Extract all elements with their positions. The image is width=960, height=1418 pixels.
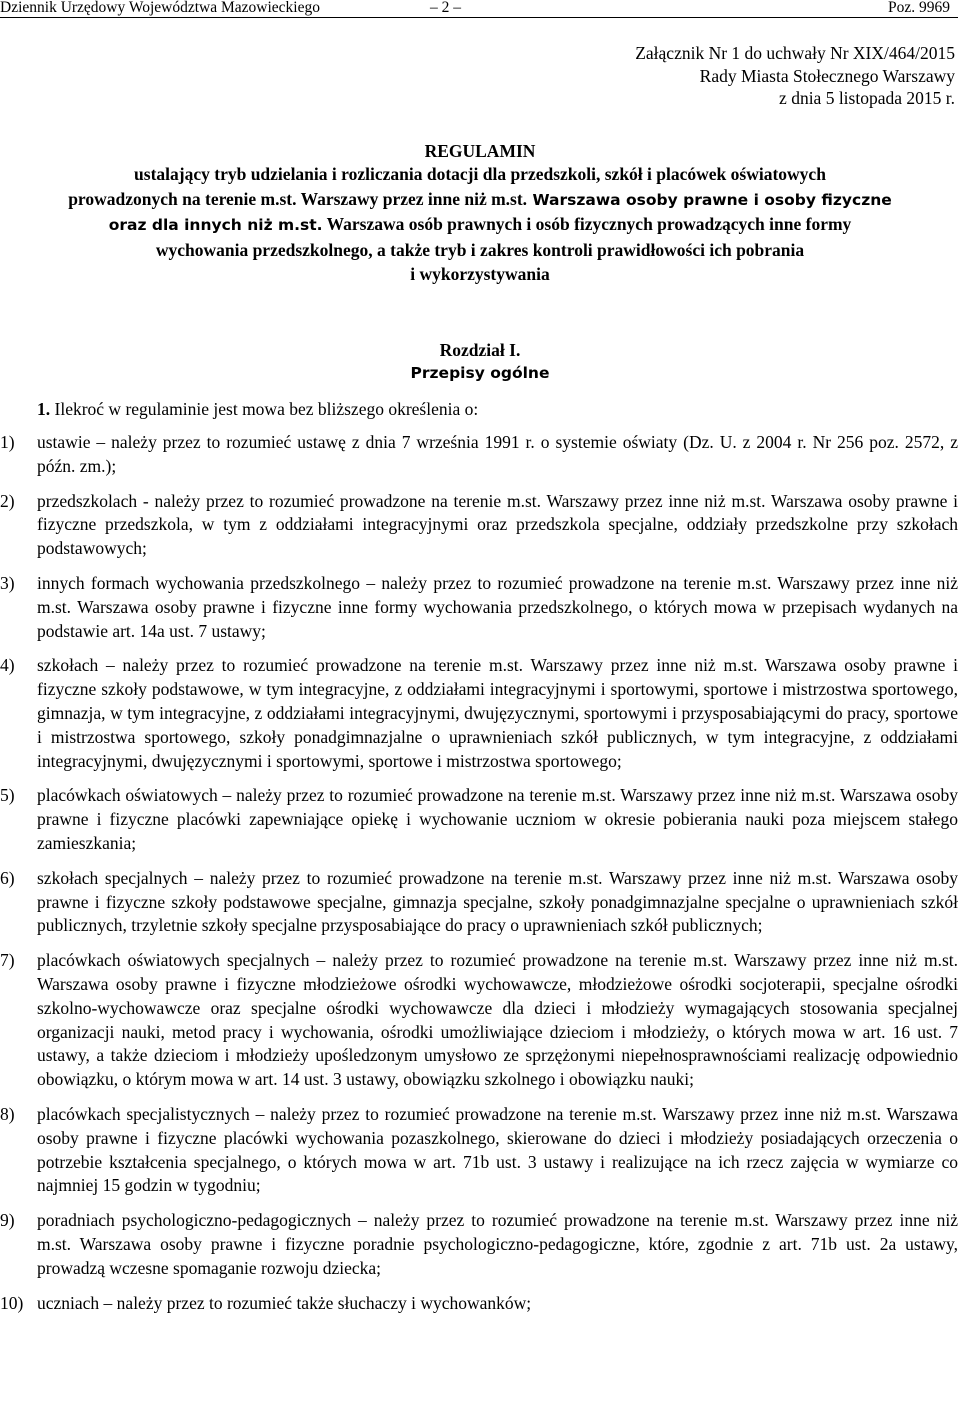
- paragraph-number: 1.: [37, 399, 51, 419]
- title-line: wychowania przedszkolnego, a także tryb i zakres kontroli prawidłowości ich pobrania: [155, 239, 805, 260]
- definition-number: 6): [0, 867, 15, 888]
- page-number: – 2 –: [430, 0, 461, 16]
- definition-text: szkołach specjalnych – należy przez to rozumieć prowadzone na terenie m.st. Warszawy przez inne niż m.st. Warszawa osoby prawne i fizyczne szkoły podstawowe specjalne, gimnazja specjalne, szkoły ponadgimnazjalne specjalne o uprawnieniach szkół publicznych, trzyletnie szkoły specjalne przysposabiające do pracy o uprawnieniach szkół publicznych;: [37, 867, 958, 936]
- document-title: [0, 140, 960, 287]
- definition-text: placówkach specjalistycznych – należy przez to rozumieć prowadzone na terenie m.st. Warszawy przez inne niż m.st. Warszawa osoby prawne i fizyczne placówki wychowania pozaszkolnego, skierowane do dzieci i młodzieży posiadających orzeczenia o potrzebie kształcenia specjalnego, o których mowa w art. 71b ust. 3 ustawy i realizujące na ich rzecz zajęcia w wymiarze co najmniej 15 godzin w tygodniu;: [37, 1103, 958, 1196]
- definition-item: [0, 1103, 960, 1198]
- attachment-line: Rady Miasta Stołecznego Warszawy: [699, 65, 955, 86]
- definition-item: [0, 867, 960, 938]
- definition-number: 1): [0, 432, 15, 452]
- page-header: [0, 0, 958, 18]
- definition-item: [0, 1292, 960, 1316]
- definition-number: 2): [0, 490, 15, 511]
- definition-item: [0, 431, 960, 479]
- journal-name: Dziennik Urzędowy Województwa Mazowieckiego: [0, 0, 320, 16]
- attachment-line: Załącznik Nr 1 do uchwały Nr XIX/464/2015: [635, 43, 955, 63]
- definition-number: 3): [0, 572, 15, 593]
- chapter-heading: [0, 339, 960, 384]
- definition-text: szkołach – należy przez to rozumieć prowadzone na terenie m.st. Warszawy przez inne niż m.st. Warszawa osoby prawne i fizyczne szkoły podstawowe, w tym integracyjne, z oddziałami integracyjnymi i sportowymi, sportowe i mistrzostwa sportowego, gimnazja, w tym integracyjne, z oddziałami integracyjnymi, dwujęzycznymi, sportowymi i przysposabiającymi do pracy, sportowe i mistrzostwa sportowego, szkoły ponadgimnazjalne o uprawnieniach szkół publicznych, w tym integracyjne, z oddziałami integracyjnymi, dwujęzycznymi i sportowymi, sportowe i mistrzostwa sportowego;: [37, 655, 958, 771]
- title-heading: REGULAMIN: [424, 141, 536, 161]
- definition-number: 7): [0, 950, 15, 971]
- title-line: ustalający tryb udzielania i rozliczania dotacji dla przedszkoli, szkół i placówek oświatowych: [134, 164, 826, 184]
- attachment-line: z dnia 5 listopada 2015 r.: [779, 88, 955, 108]
- definition-text: uczniach – należy przez to rozumieć także słuchaczy i wychowanków;: [37, 1292, 532, 1313]
- title-line: [0, 187, 960, 213]
- definition-text: ustawie – należy przez to rozumieć ustawę z dnia 7 września 1991 r. o systemie oświaty (Dz. U. z 2004 r. Nr 256 poz. 2572, z późn. zm.);: [37, 432, 958, 476]
- definition-item: [0, 1209, 960, 1280]
- title-fragment: Warszawa osób prawnych i osób fizycznych prowadzących inne formy: [322, 214, 852, 234]
- definition-number: 8): [0, 1103, 15, 1124]
- chapter-name: Przepisy ogólne: [410, 363, 550, 382]
- attachment-note: [635, 42, 955, 110]
- definition-item: [0, 949, 960, 1092]
- definition-text: placówkach oświatowych specjalnych – należy przez to rozumieć prowadzone na terenie m.st. Warszawy przez inne niż m.st. Warszawa osoby prawne i fizyczne młodzieżowe ośrodki wychowawcze, młodzieżowe ośrodki socjoterapii, specjalne ośrodki szkolno-wychowawcze oraz specjalne ośrodki wychowawcze dla dzieci i młodzieży wymagających stosowania specjalnej organizacji nauki, metod pracy i wychowania, ośrodki umożliwiające dzieciom i młodzieży, o których mowa w art. 16 ust. 7 ustawy, a także dzieciom i młodzieży upośledzonym umysłowo ze sprzężonymi niepełnosprawnościami realizację odpowiednio obowiązku, o którym mowa w art. 14 ust. 3 ustawy, obowiązku szkolnego i obowiązku nauki;: [37, 950, 958, 1090]
- definition-item: [0, 572, 960, 643]
- title-fragment: prowadzonych na terenie m.st. Warszawy przez inne niż m.st.: [68, 188, 528, 209]
- definition-text: innych formach wychowania przedszkolnego – należy przez to rozumieć prowadzone na terenie m.st. Warszawy przez inne niż m.st. Warszawa osoby prawne i fizyczne inne formy wychowania przedszkolnego, o których mowa w przepisach wydanych na podstawie art. 14a ust. 7 ustawy;: [37, 572, 958, 641]
- title-fragment: Warszawa osoby prawne i osoby fizyczne: [527, 190, 892, 209]
- definition-item: [0, 784, 960, 855]
- definition-number: 4): [0, 655, 15, 676]
- definition-item: [0, 654, 960, 773]
- paragraph-intro: [37, 398, 478, 420]
- title-line: [0, 212, 960, 238]
- chapter-number: Rozdział I.: [439, 340, 521, 360]
- title-fragment: oraz dla innych niż m.st.: [108, 216, 323, 234]
- definition-text: poradniach psychologiczno-pedagogicznych – należy przez to rozumieć prowadzone na terenie m.st. Warszawy przez inne niż m.st. Warszawa osoby prawne i fizyczne poradnie psychologiczno-pedagogiczne, które, zgodnie z art. 71b ust. 2a ustawy, prowadzą wczesne spomaganie rozwoju dziecka;: [37, 1210, 958, 1278]
- definition-item: [0, 490, 960, 561]
- definition-number: 10): [0, 1292, 24, 1313]
- definition-number: 5): [0, 785, 15, 806]
- definition-number: 9): [0, 1210, 15, 1231]
- title-line: i wykorzystywania: [410, 264, 550, 284]
- definition-text: placówkach oświatowych – należy przez to rozumieć prowadzone na terenie m.st. Warszawy przez inne niż m.st. Warszawa osoby prawne i fizyczne placówki zapewniające opiekę i wychowanie uczniom w okresie pobierania nauki poza miejscem stałego zamieszkania;: [37, 785, 958, 853]
- paragraph-text: Ilekroć w regulaminie jest mowa bez bliższego określenia o:: [50, 399, 479, 419]
- position-number: Poz. 9969: [888, 0, 950, 16]
- definition-text: przedszkolach - należy przez to rozumieć prowadzone na terenie m.st. Warszawy przez inne niż m.st. Warszawa osoby prawne i fizyczne przedszkola, w tym z oddziałami integracyjnymi oraz przedszkola specjalne, oddziały przedszkolne przy szkołach podstawowych;: [37, 490, 958, 559]
- definitions-list: [0, 431, 960, 1326]
